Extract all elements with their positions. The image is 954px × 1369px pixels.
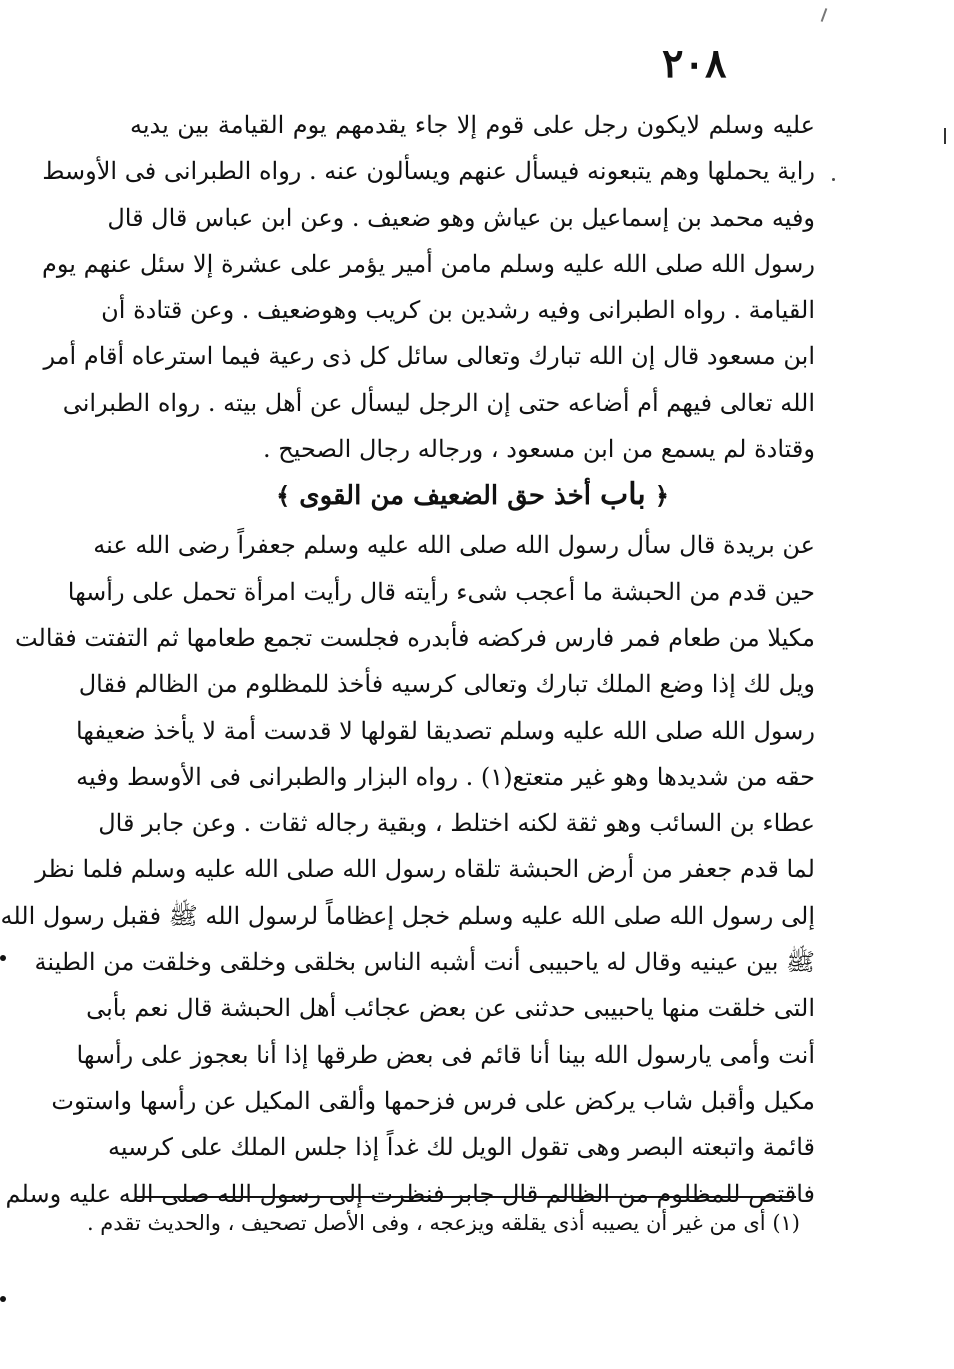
text-line: التى خلقت منها ياحبيبى حدثنى عن بعض عجائب أهل الحبشة قال نعم بأبى: [86, 994, 815, 1023]
margin-tick: [944, 128, 946, 144]
scan-mark: [821, 8, 828, 22]
stray-dot: [832, 178, 835, 181]
footnote-divider: [136, 1196, 796, 1198]
footnote: (١) أى من غير أن يصيبه أذى يقلقه ويزعجه ، وفى الأصل تصحيف ، والحديث تقدم .: [86, 1211, 800, 1235]
paragraph: [42, 102, 815, 472]
text-line: وقتادة لم يسمع من ابن مسعود ، ورجاله رجال الصحيح .: [263, 435, 815, 464]
paragraph: [0, 522, 815, 1216]
chapter-heading: [130, 472, 815, 522]
text-line: إلى رسول الله صلى الله عليه وسلم خجل إعظاماً لرسول الله ﷺ فقبل رسول الله: [0, 901, 815, 930]
text-line: أنت وأمى يارسول الله بينا أنا قائم فى بعض طرقها إذا أنا بعجوز على رأسها: [76, 1040, 815, 1069]
heading-bracket-open: ﴿: [654, 481, 669, 511]
text-line: وفيه محمد بن إسماعيل بن عياش وهو ضعيف . وعن ابن عباس قال قال: [107, 203, 815, 232]
text-line: حين قدم من الحبشة ما أعجب شىء رأيته قال رأيت امرأة تحمل على رأسها: [67, 577, 815, 606]
text-line: فاقتص للمظلوم من الظالم قال جابر فنظرت إلى رسول الله صلى الله عليه وسلم: [5, 1179, 815, 1208]
heading-keyword: باب: [600, 477, 646, 513]
text-line: عن بريدة قال سأل رسول الله صلى الله عليه وسلم جعفراً رضى الله عنه: [93, 531, 815, 560]
margin-dot: [0, 955, 6, 961]
text-line: عليه وسلم لايكون رجل على قوم إلا جاء يقدمهم يوم القيامة بين يديه: [130, 111, 815, 139]
text-line: مكيل وأقبل شاب يركض على فرس فزحمها وألقى المكيل عن رأسها واستوت: [51, 1086, 815, 1115]
text-line: ﷺ بين عينيه وقال له ياحبيبى أنت أشبه الناس بخلقى وخلقى وخلقت من الطينة: [34, 948, 815, 977]
text-line: قائمة واتبعته البصر وهى تقول الويل لك غداً إذا جلس الملك على كرسيه: [108, 1133, 815, 1162]
heading-bracket-close: ﴾: [276, 481, 291, 511]
text-line: الله تعالى فيهم أم أضاعه حتى إن الرجل ليسأل عن أهل بيته . رواه الطبرانى: [62, 388, 815, 417]
text-line: رسول الله صلى الله عليه وسلم مامن أمير يؤمر على عشرة إلا سئل عنهم يوم: [42, 249, 815, 278]
text-line: مكيلا من طعام فمر فارس فركضه فأبدره فجلست تجمع طعامها ثم التفتت فقالت: [14, 623, 815, 652]
margin-dot: [0, 1296, 6, 1302]
text-line: راية يحملها وهم يتبعونه فيسأل عنهم ويسألون عنه . رواه الطبرانى فى الأوسط: [42, 157, 815, 186]
page-number: ٢٠٨: [662, 40, 727, 87]
text-line: عطاء بن السائب وهو ثقة لكنه اختلط ، وبقية رجاله ثقات . وعن جابر قال: [98, 809, 815, 838]
text-line: ابن مسعود قال إن الله تبارك وتعالى سائل كل ذى رعية فيما استرعاه أقام أمر: [43, 342, 815, 371]
text-line: رسول الله صلى الله عليه وسلم تصديقا لقولها لا قدست أمة لا يأخذ ضعيفها: [75, 716, 815, 745]
main-text: [0, 102, 815, 1217]
text-line: القيامة . رواه الطبرانى وفيه رشدين بن كريب وهوضعيف . وعن قتادة أن: [101, 296, 815, 325]
text-line: ويل لك إذا وضع الملك تبارك وتعالى كرسيه فأخذ للمظلوم من الظالم فقال: [78, 670, 815, 699]
text-line: حقه من شديدها وهو غير متعتع(١) . رواه البزار والطبرانى فى الأوسط وفيه: [76, 762, 815, 791]
heading-title: أخذ حق الضعيف من القوى: [299, 481, 591, 512]
text-line: لما قدم جعفر من أرض الحبشة تلقاه رسول الله صلى الله عليه وسلم فلما نظر: [35, 855, 815, 884]
